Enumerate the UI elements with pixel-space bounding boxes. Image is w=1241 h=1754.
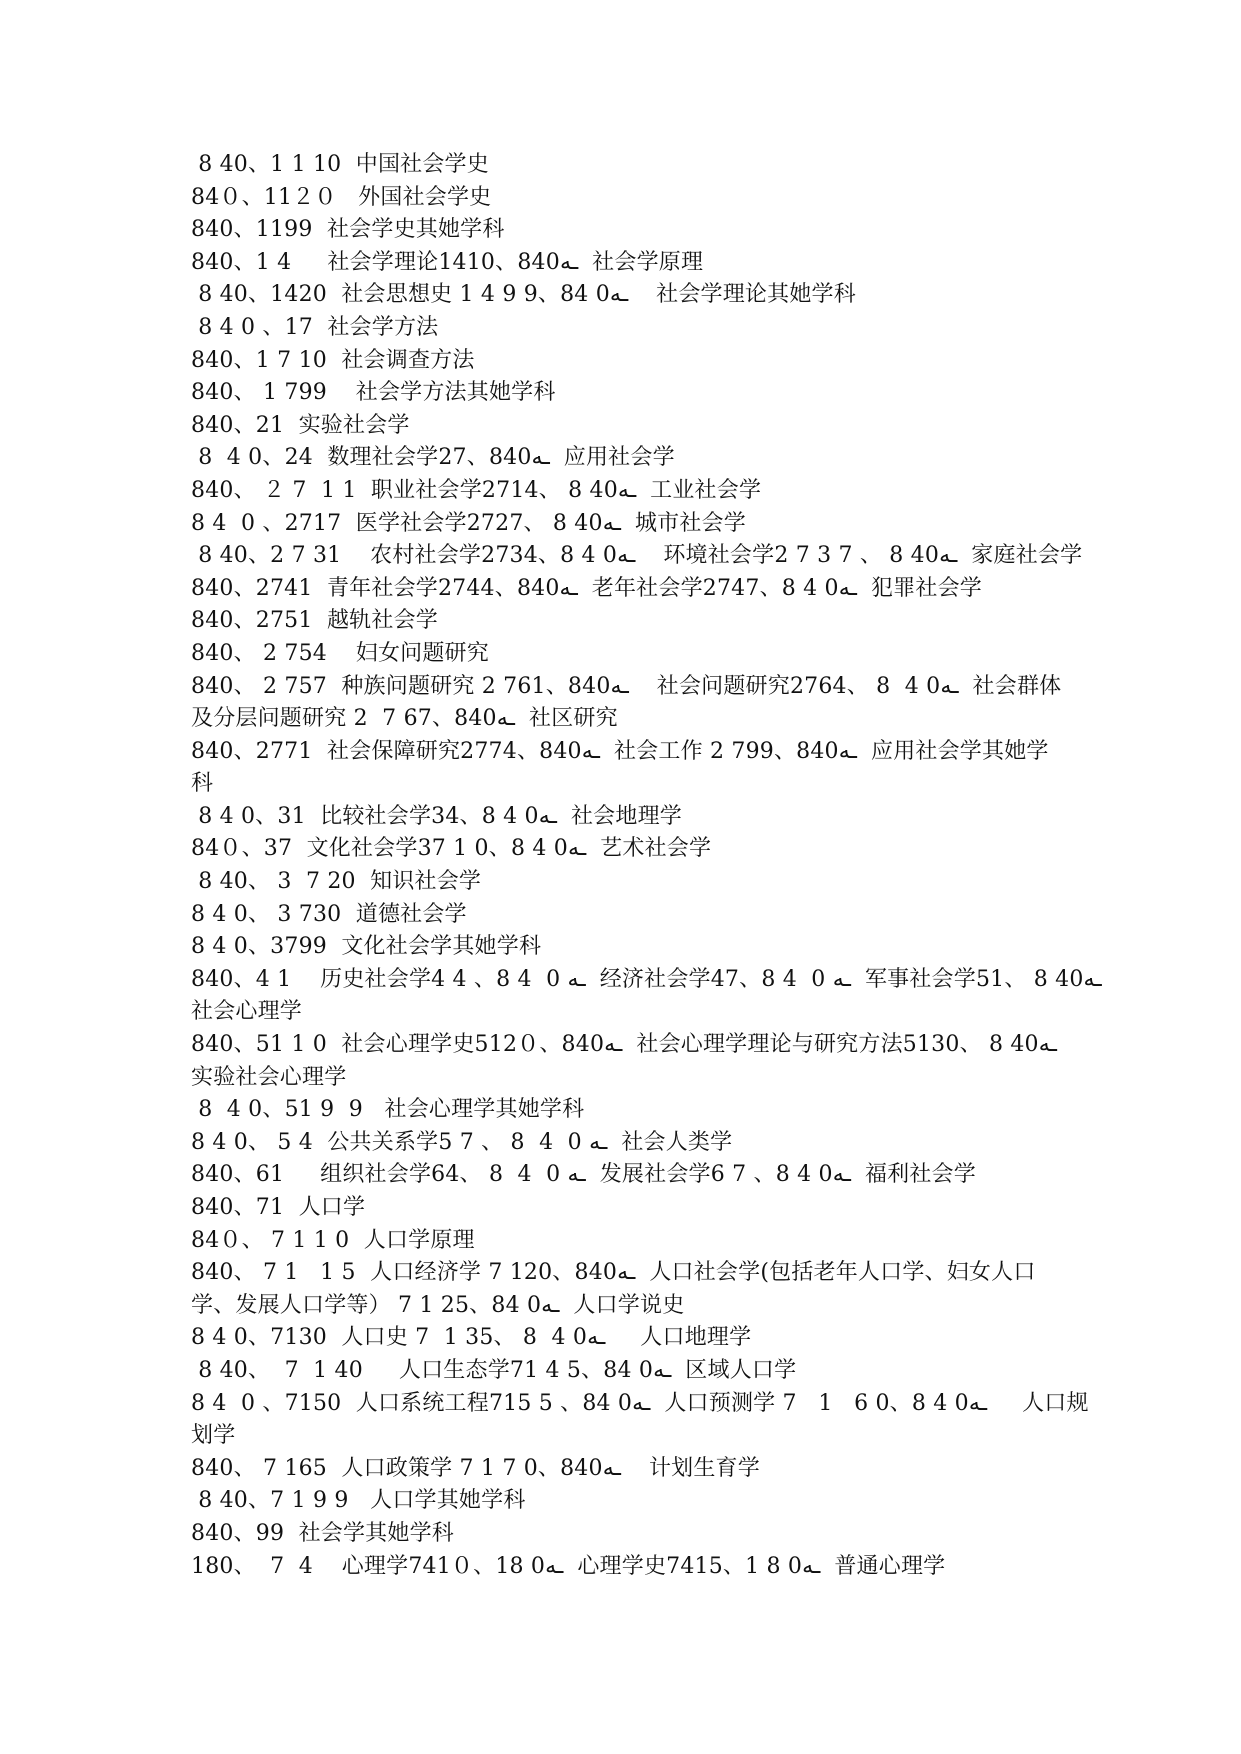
text-line: 840、2771 社会保障研究2774、840ـه 社会工作 2 799、840ـه 应用社会学其她学 bbox=[191, 738, 1049, 764]
text-line: 8 40、2 7 31 农村社会学2734、8 4 0ـه 环境社会学2 7 3 7 、 8 40ـه 家庭社会学 bbox=[191, 543, 1083, 569]
text-line: 840、 ２ 7 1 1 职业社会学2714、 8 40ـه 工业社会学 bbox=[191, 477, 762, 503]
text-line: 840、61 组织社会学64、 8 4 0 ـه 发展社会学6 7 、8 4 0ـه 福利社会学 bbox=[191, 1162, 976, 1188]
text-line: 8 40、 7 1 40 人口生态学71 4 5、84 0ـه 区域人口学 bbox=[191, 1357, 797, 1383]
text-line: 8 40、1420 社会思想史 1 4 9 9、84 0ـه 社会学理论其她学科 bbox=[191, 282, 856, 308]
text-line: 840、1 7 10 社会调查方法 bbox=[191, 347, 475, 373]
text-line: 840、 7 165 人口政策学 7 1 7 0、840ـه 计划生育学 bbox=[191, 1455, 760, 1481]
text-line: 科 bbox=[191, 771, 214, 797]
text-line: 8 4 0 、17 社会学方法 bbox=[191, 314, 439, 340]
document-body bbox=[191, 149, 1102, 1583]
text-line: 840、 2 757 种族问题研究 2 761、840ـه 社会问题研究2764、 8 4 0ـه 社会群体 bbox=[191, 673, 1062, 699]
text-line: 84０、37 文化社会学37 1 0、8 4 0ـه 艺术社会学 bbox=[191, 836, 712, 862]
text-line: 8 4 0、3799 文化社会学其她学科 bbox=[191, 934, 542, 960]
text-line: 社会心理学 bbox=[191, 999, 303, 1025]
text-line: 840、71 人口学 bbox=[191, 1195, 366, 1220]
text-line: 8 4 0、24 数理社会学27、840ـه 应用社会学 bbox=[191, 445, 675, 471]
text-line: 8 4 0、 5 4 公共关系学5 7 、 8 4 0 ـه 社会人类学 bbox=[191, 1129, 733, 1155]
text-line: 840、1 4 社会学理论1410、840ـه 社会学原理 bbox=[191, 249, 704, 275]
text-line: 学、发展人口学等） 7 1 25、84 0ـه 人口学说史 bbox=[191, 1292, 685, 1318]
text-line: 840、4 1 历史社会学4 4 、8 4 0 ـه 经济社会学47、8 4 0 ـه 军事社会学51、 8 40ـه bbox=[191, 966, 1102, 992]
text-line: 840、1199 社会学史其她学科 bbox=[191, 217, 505, 243]
text-line: 840、51 1 0 社会心理学史512０、840ـه 社会心理学理论与研究方法5130、 8 40ـه bbox=[191, 1032, 1057, 1058]
text-line: 84０、 7 1 1 0 人口学原理 bbox=[191, 1227, 475, 1253]
text-line: 实验社会心理学 bbox=[191, 1064, 347, 1090]
text-line: 840、 7 1 1 5 人口经济学 7 120、840ـه 人口社会学(包括老年人口学、妇女人口 bbox=[191, 1260, 1036, 1286]
text-line: 840、99 社会学其她学科 bbox=[191, 1520, 454, 1546]
text-line: 840、2741 青年社会学2744、840ـه 老年社会学2747、8 4 0ـه 犯罪社会学 bbox=[191, 575, 982, 601]
text-line: 8 4 0、 3 730 道德社会学 bbox=[191, 901, 467, 927]
text-line: 8 40、 3 7 20 知识社会学 bbox=[191, 869, 482, 895]
text-line: 8 4 0 、2717 医学社会学2727、 8 40ـه 城市社会学 bbox=[191, 510, 746, 536]
text-line: 8 4 0、31 比较社会学34、8 4 0ـه 社会地理学 bbox=[191, 803, 682, 829]
text-line: 8 4 0 、7150 人口系统工程715 5 、84 0ـه 人口预测学 7 1 6 0、8 4 0ـه 人口规 bbox=[191, 1390, 1089, 1416]
text-line: 8 4 0、7130 人口史 7 1 35、 8 4 0ـه 人口地理学 bbox=[191, 1325, 752, 1351]
text-line: 划学 bbox=[191, 1423, 236, 1449]
text-line: 840、21 实验社会学 bbox=[191, 412, 410, 438]
text-line: 840、 2 754 妇女问题研究 bbox=[191, 640, 489, 666]
text-line: 840、2751 越轨社会学 bbox=[191, 608, 438, 634]
text-line: 84０、11２０ 外国社会学史 bbox=[191, 184, 492, 210]
text-line: 8 4 0、51 9 9 社会心理学其她学科 bbox=[191, 1097, 585, 1123]
text-line: 8 40、1 1 10 中国社会学史 bbox=[191, 152, 489, 177]
text-line: 及分层问题研究 2 7 67、840ـه 社区研究 bbox=[191, 706, 618, 732]
text-line: 180、 7 4 心理学741０、18 0ـه 心理学史7415、1 8 0ـه 普通心理学 bbox=[191, 1553, 946, 1579]
text-line: 8 40、7 1 9 9 人口学其她学科 bbox=[191, 1488, 526, 1514]
text-line: 840、 1 799 社会学方法其她学科 bbox=[191, 380, 556, 406]
